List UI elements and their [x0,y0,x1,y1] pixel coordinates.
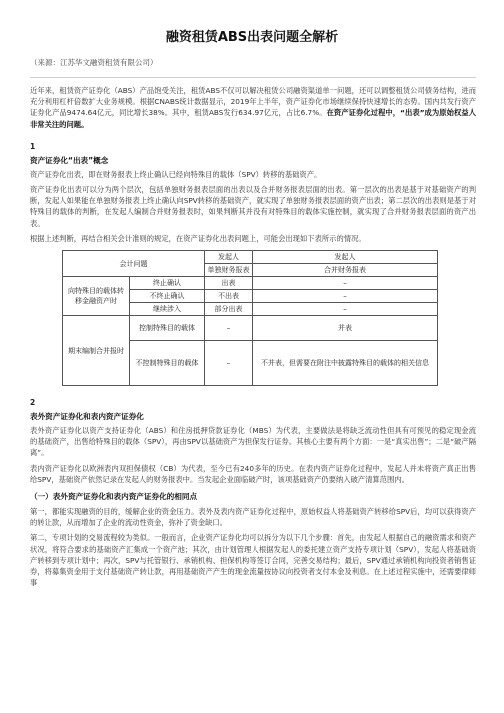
table-header-col1-sub: 单独财务报表 [205,264,253,277]
table-cell-sub: 不终止确认 [130,290,205,303]
accounting-table [62,250,438,386]
section2-paragraph-1: 表外资产证券化以资产支持证券化（ABS）和住房抵押贷款证券化（MBS）为代表，主要做法是将缺乏流动性但具有可预见的稳定现金流的基础资产，出售给特殊目的载体（SPV），再由SPV以基础资产为担保发行证券。其核心主要有两个方面：一是“真实出售”；二是“破产隔离”。 [30,426,476,458]
table-group-label-consolidation: 期末编制合并报时 [63,316,130,386]
intro-bold-text: 在资产证券化过程中，“出表”成为原始权益人非常关注的问题。 [30,108,477,129]
page-title: 融资租赁ABS出表问题全解析 [165,30,339,45]
table-cell-sub: 继续涉入 [130,303,205,316]
section2-subheading: （一）表外资产证券化和表内资产证券化的相同点 [30,492,198,502]
intro-text: 近年来，租赁资产证券化（ABS）产品饱受关注，租赁ABS不仅可以解决租赁公司融资渠道单一问题，还可以调整租赁公司债务结构，进而充分利用杠杆倍数扩大业务规模。根据CNABS统计数据显示，2019年上半年，资产证券化市场继续保持快速增长的态势。国内共发行资产证券化产品9474.64亿元，同比增长38%。其中，租赁ABS发行634.97亿元，占比6.7%。 [30,86,476,118]
divider [30,77,476,78]
section1-paragraph-2: 资产证券化出表可以分为两个层次，包括单独财务报表层面的出表以及合并财务报表层面的出表。第一层次的出表是基于对基础资产的判断，发起人如果能在单独财务报表上终止确认向SPV转移的基础资产，就实现了单独财务报表层面的资产出表；第二层次的出表则是基于对特殊目的载体的判断，在发起人编制合并财务报表时，如果判断其并没有对特殊目的载体实施控制，就实现了合并财务报表层面的资产出表。 [30,185,476,228]
section-number-2: 2 [30,398,36,408]
section2-paragraph-3: 第一，都能实现融资的目的，缓解企业的资金压力。表外及表内资产证券化过程中，原始权益人将基础资产转移给SPV后，均可以获得资产的转让款，从而增加了企业的流动性资金，弥补了资金缺口。 [30,507,476,528]
table-cell: 部分出表 [205,303,253,316]
source-line: （来源：江苏华文融资租赁有限公司） [30,58,158,67]
table-cell-sub: 控制特殊目的载体 [130,316,205,341]
table-header-col2-top: 发起人 [253,251,438,264]
section1-paragraph-3: 根据上述判断，再结合相关会计准则的规定，在资产证券化出表问题上，可能会出现如下表所示的情况。 [30,233,366,243]
table-cell: 出表 [205,277,253,290]
section-number-1: 1 [30,141,36,151]
table-header-issue: 会计问题 [63,251,205,277]
table-row [63,316,438,341]
table-group-label-transfer: 向特殊目的载体转移金融资产时 [63,277,130,316]
table-cell: 不出表 [205,290,253,303]
section-heading-1: 资产证券化“出表”概念 [30,155,109,165]
table-cell-sub: 不控制特殊目的载体 [130,341,205,386]
table-cell: 不并表，但需要在附注中披露特殊目的载体的相关信息 [253,341,438,386]
section2-paragraph-2: 表内资产证券化以欧洲表内双担保债权（CB）为代表，至今已有240多年的历史。在表内资产证券化过程中，发起人并未将资产真正出售给SPV，基础资产依然记录在发起人的财务报表中。当发起企业面临破产时，该项基础资产仍要纳入破产清算范围内。 [30,463,476,484]
table-cell: – [205,341,253,386]
table-header-col1-top: 发起人 [205,251,253,264]
intro-paragraph [30,85,476,130]
section2-paragraph-4: 第二，专项计划的交易流程较为类似。一般而言，企业资产证券化均可以拆分为以下几个步骤：首先，由发起人根据自己的融资需求和资产状况，将符合要求的基础资产汇集成一个资产池；其次，由计划管理人根据发起人的委托建立资产支持专项计划（SPV），发起人将基础资产转移到专项计划中；再次，SPV与托管银行、承销机构、担保机构等签订合同，完善交易结构；最后，SPV通过承销机构向投资者销售证券，将募集资金用于支付基础资产转让款，再用基础资产产生的现金流量按协议向投资者支付本金及利息。在上述过程实施中，还需要律师事 [30,533,476,588]
section-heading-2: 表外资产证券化和表内资产证券化 [30,412,144,422]
table-cell: – [205,316,253,341]
table-cell: 并表 [253,316,438,341]
table-cell: – [253,277,438,290]
table-cell: – [253,290,438,303]
table-cell-sub: 终止确认 [130,277,205,290]
section1-paragraph-1: 资产证券化出表，即在财务报表上终止确认已经向特殊目的载体（SPV）转移的基础资产。 [30,169,322,179]
table-header-col2-sub: 合并财务报表 [253,264,438,277]
table-cell: – [253,303,438,316]
table-row [63,277,438,290]
